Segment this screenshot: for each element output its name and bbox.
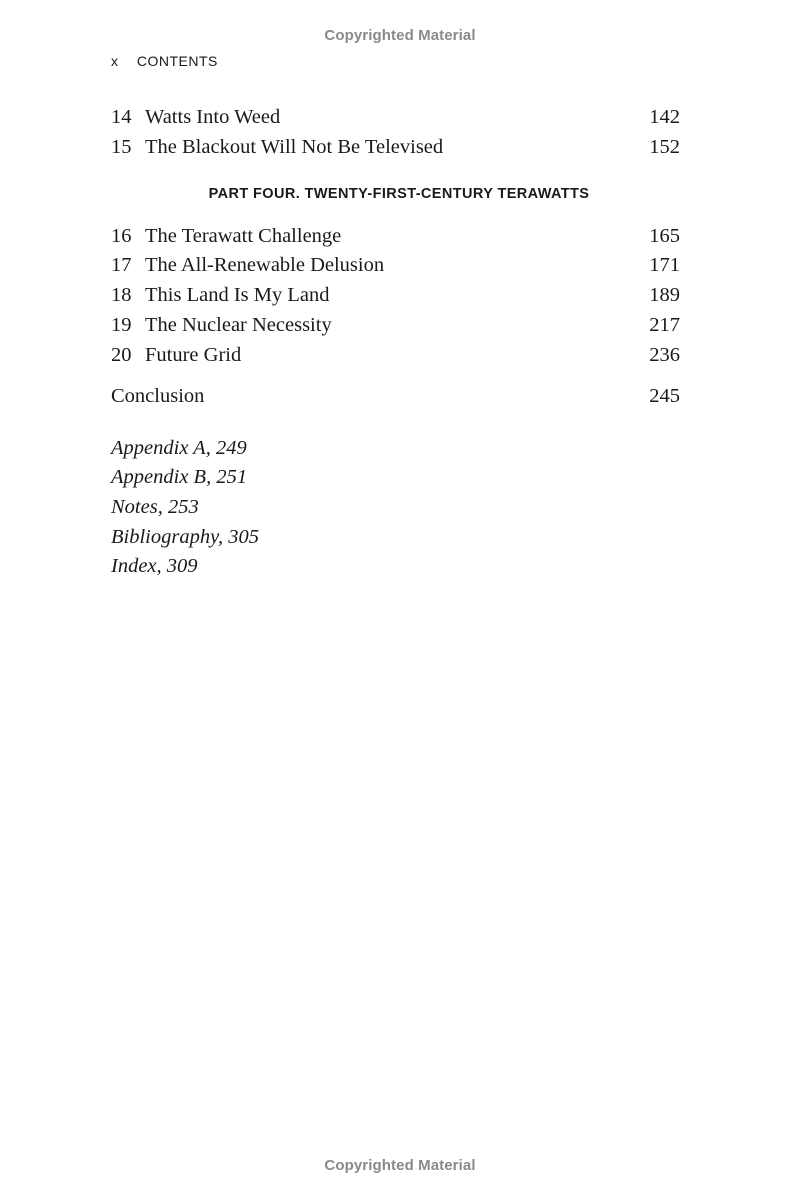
chapter-number: 20: [111, 344, 132, 366]
toc-entry-appendix-a[interactable]: Appendix A, 249: [111, 437, 247, 459]
toc-entry-bibliography[interactable]: Bibliography, 305: [111, 526, 260, 548]
chapter-page-number: 165: [649, 225, 680, 247]
running-head: [111, 53, 218, 69]
chapter-page-number: 152: [649, 136, 680, 158]
chapter-title: The Terawatt Challenge: [145, 225, 342, 247]
copyright-watermark-top: Copyrighted Material: [324, 27, 476, 44]
chapter-title: This Land Is My Land: [145, 284, 330, 306]
chapter-number: 19: [111, 314, 132, 336]
chapter-number: 16: [111, 225, 132, 247]
toc-entry-appendix-b[interactable]: Appendix B, 251: [111, 466, 248, 488]
part-four-heading: PART FOUR. TWENTY-FIRST-CENTURY TERAWATTS: [208, 186, 590, 202]
toc-entry-conclusion[interactable]: [111, 382, 680, 410]
chapter-number: 17: [111, 254, 132, 276]
toc-entry-index[interactable]: Index, 309: [111, 555, 198, 577]
chapter-title: Future Grid: [145, 344, 242, 366]
copyright-watermark-bottom: Copyrighted Material: [324, 1157, 476, 1174]
chapter-page-number: 171: [649, 254, 680, 276]
toc-entry-chapter-17[interactable]: [111, 251, 680, 279]
toc-entry-chapter-16[interactable]: [111, 222, 680, 250]
chapter-page-number: 217: [649, 314, 680, 336]
chapter-title: The All-Renewable Delusion: [145, 254, 385, 276]
conclusion-title: Conclusion: [111, 385, 205, 407]
chapter-number: 15: [111, 136, 132, 158]
chapter-page-number: 142: [649, 106, 680, 128]
toc-entry-chapter-20[interactable]: [111, 341, 680, 369]
chapter-title: The Nuclear Necessity: [145, 314, 332, 336]
chapter-page-number: 189: [649, 284, 680, 306]
chapter-page-number: 236: [649, 344, 680, 366]
chapter-title: The Blackout Will Not Be Televised: [145, 136, 444, 158]
chapter-number: 18: [111, 284, 132, 306]
conclusion-page-number: 245: [649, 385, 680, 407]
toc-entry-notes[interactable]: Notes, 253: [111, 496, 199, 518]
chapter-number: 14: [111, 106, 132, 128]
chapter-title: Watts Into Weed: [145, 106, 281, 128]
toc-entry-chapter-14[interactable]: [111, 103, 680, 131]
toc-entry-chapter-19[interactable]: [111, 311, 680, 339]
toc-entry-chapter-15[interactable]: [111, 133, 680, 161]
toc-entry-chapter-18[interactable]: [111, 281, 680, 309]
page-folio: x: [111, 53, 119, 69]
running-head-title: CONTENTS: [136, 53, 218, 69]
